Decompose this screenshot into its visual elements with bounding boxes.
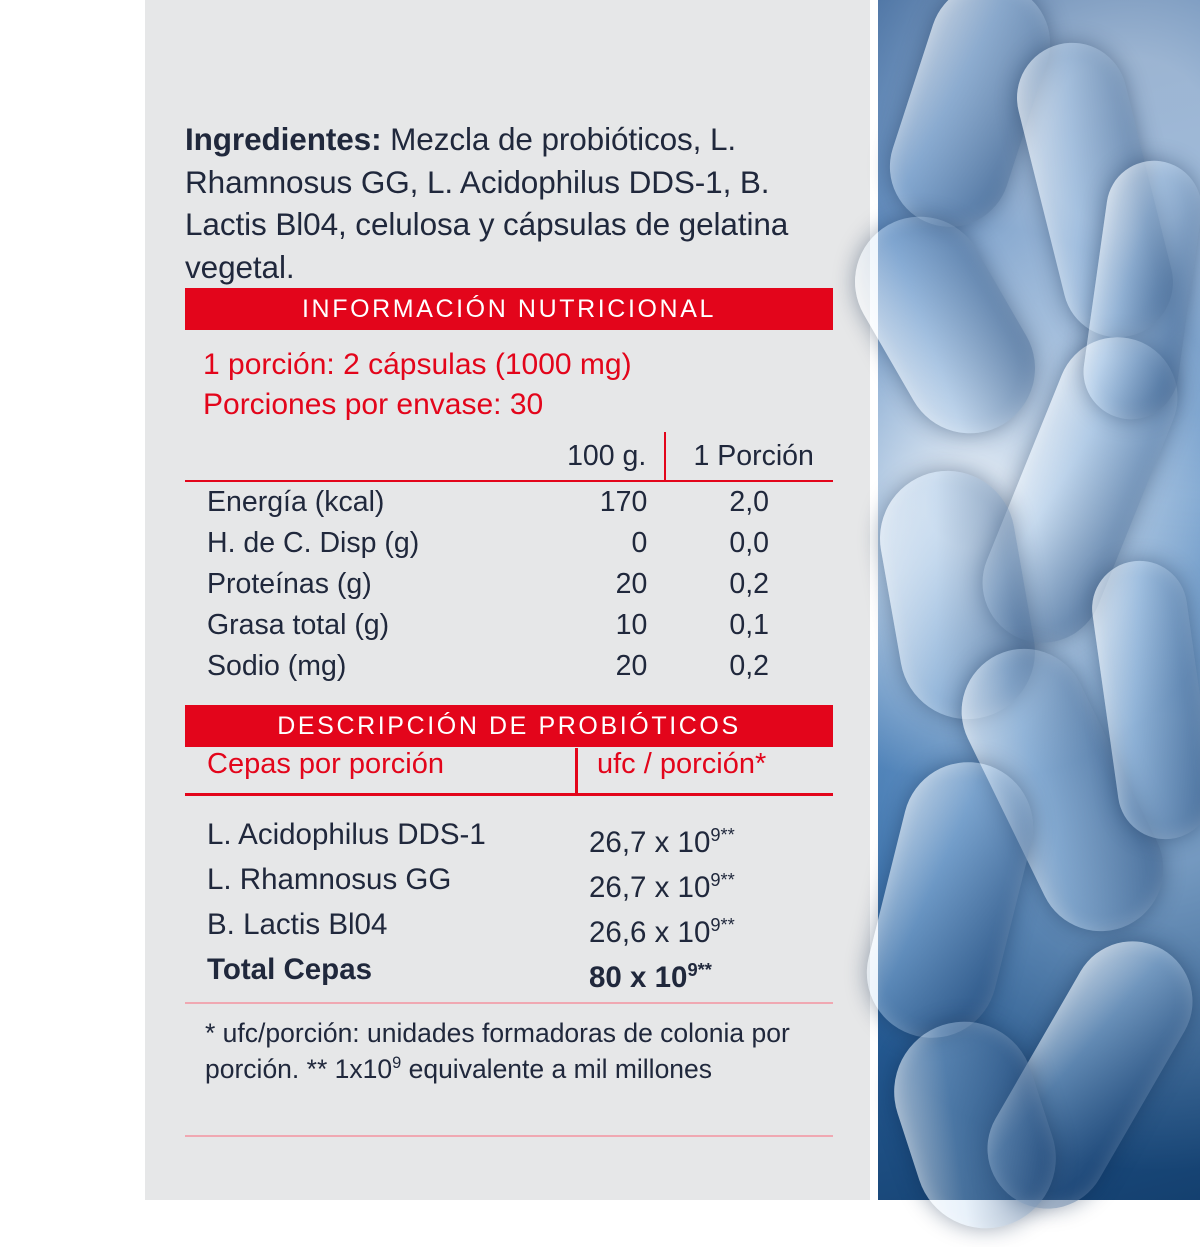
nutrient-name: Proteínas (g) [207,568,372,600]
table-row [185,902,833,947]
strain-value-main: 26,7 x 10 [589,825,711,859]
column-header-serving: 1 Porción [665,432,833,481]
nutrition-table [185,432,833,687]
probiotics-section-bar: DESCRIPCIÓN DE PROBIÓTICOS [185,705,833,747]
table-row [185,564,833,605]
probiotics-header-rule [185,793,833,796]
strain-value-exponent: 9** [710,914,735,935]
photo-left-edge [870,0,878,1200]
probiotics-table-body [185,812,833,992]
footnote-exponent: 9 [392,1053,402,1072]
strain-value-main: 26,7 x 10 [589,870,711,904]
strain-value-exponent: 9** [710,824,735,845]
footnote-bottom-rule [185,1135,833,1137]
label-content [185,0,835,1200]
ingredients-paragraph [185,118,833,289]
column-header-ufc: ufc / porción* [597,748,767,780]
nutrient-name: Energía (kcal) [207,486,385,518]
table-header-row [185,432,833,481]
footnote-part-1: * ufc/porción: unidades formadoras de colonia por porción. ** 1x10 [205,1018,790,1084]
nutrient-name: H. de C. Disp (g) [207,527,420,559]
servings-per-container: Porciones por envase: 30 [203,387,544,421]
nutrient-per-serving: 0,2 [729,650,769,682]
table-row [185,523,833,564]
nutrient-name: Grasa total (g) [207,609,390,641]
footnote-text [205,1016,841,1088]
nutrition-table-body [185,481,833,687]
nutrition-section-bar: INFORMACIÓN NUTRICIONAL [185,288,833,330]
strain-name: B. Lactis Bl04 [207,908,388,941]
total-strains-label: Total Cepas [207,953,373,986]
table-row [185,857,833,902]
table-row-total [185,947,833,992]
nutrient-name: Sodio (mg) [207,650,347,682]
bacteria-rod-icon [853,748,1047,1051]
nutrient-per-serving: 0,1 [729,609,769,641]
total-strains-value [589,947,712,1000]
ingredients-label: Ingredientes: [185,121,382,157]
total-value-main: 80 x 10 [589,960,688,994]
nutrition-table-head [185,432,833,481]
column-header-strains: Cepas por porción [207,748,444,780]
column-header-100g: 100 g. [501,432,665,481]
serving-size: 1 porción: 2 cápsulas (1000 mg) [203,348,632,381]
footnote-top-rule [185,1002,833,1004]
nutrient-per-100g: 20 [615,650,648,682]
strain-name: L. Acidophilus DDS-1 [207,818,486,851]
strain-name: L. Rhamnosus GG [207,863,452,896]
left-white-margin [0,0,145,1200]
table-row [185,646,833,687]
nutrient-per-100g: 170 [599,486,648,518]
nutrient-per-serving: 0,2 [729,568,769,600]
nutrient-per-100g: 0 [631,527,648,559]
total-value-exponent: 9** [687,959,712,980]
footnote-part-2: equivalente a mil millones [401,1053,713,1084]
nutrient-per-100g: 20 [615,568,648,600]
ingredients-text: Mezcla de probióticos, L. Rhamnosus GG, L. Acidophilus DDS-1, B. Lactis Bl04, celulosa y cápsulas de gelatina vegetal. [185,121,789,286]
strain-value-exponent: 9** [710,869,735,890]
nutrient-per-serving: 0,0 [729,527,769,559]
probiotics-header-divider [575,748,578,794]
strain-value-main: 26,6 x 10 [589,915,711,949]
table-row [185,605,833,646]
nutrient-per-serving: 2,0 [729,486,769,518]
column-header-blank [185,432,501,481]
bacteria-photo-band [870,0,1200,1200]
serving-info [203,345,833,425]
nutrient-per-100g: 10 [615,609,648,641]
table-row [185,481,833,523]
table-row [185,812,833,857]
